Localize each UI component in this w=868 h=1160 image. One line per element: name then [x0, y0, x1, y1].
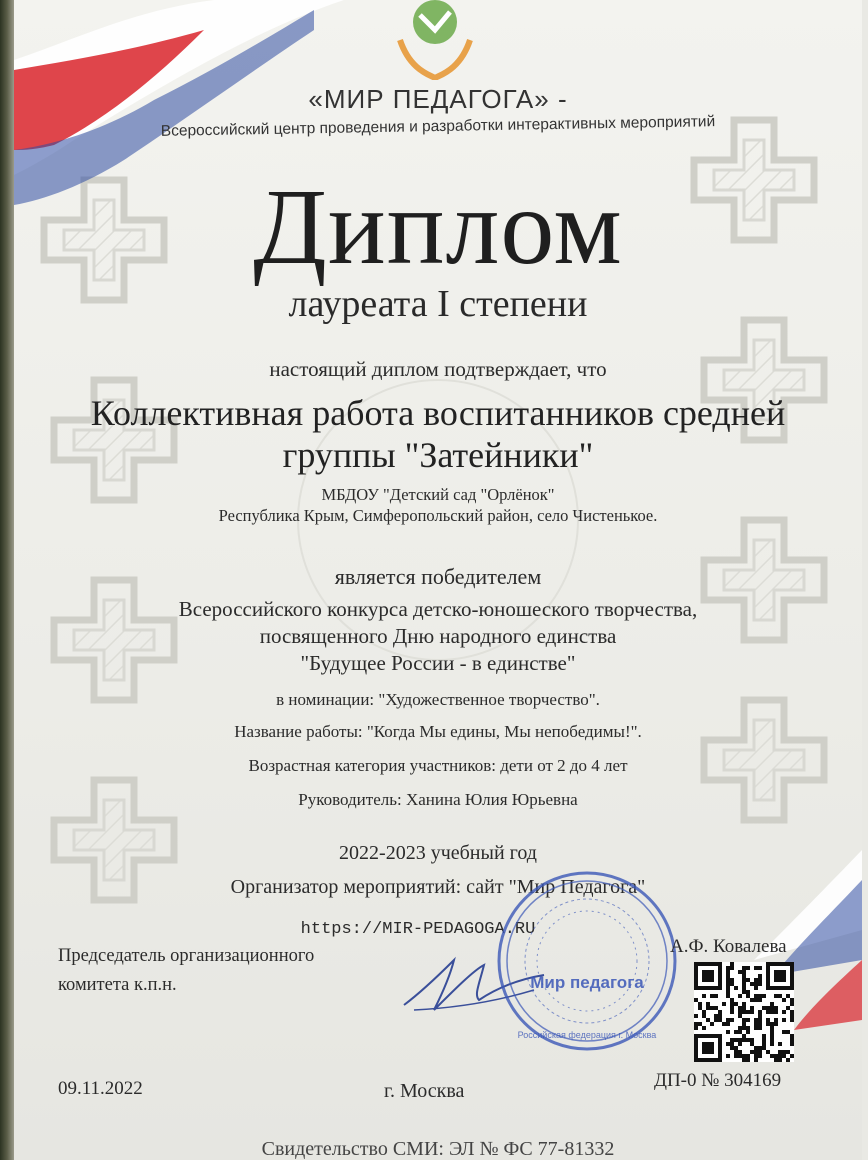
- qr-code: [694, 962, 794, 1062]
- organization: [14, 484, 862, 526]
- organization-line2: Республика Крым, Симферопольский район, село Чистенькое.: [218, 506, 658, 525]
- document-number: ДП-0 № 304169: [654, 1070, 782, 1091]
- website-url: https://MIR-PEDAGOGA.RU: [300, 920, 536, 939]
- issue-city: г. Москва: [384, 1080, 465, 1102]
- contest-line3: "Будущее России - в единстве": [300, 651, 576, 675]
- photo-background-edge: [0, 0, 14, 1160]
- media-registration: Свидетельство СМИ: ЭЛ № ФС 77-81332: [261, 1138, 615, 1160]
- nomination: в номинации: "Художественное творчество".: [276, 690, 600, 709]
- chair-name: А.Ф. Ковалева: [670, 936, 787, 957]
- contest-line2: посвященного Дню народного единства: [259, 624, 617, 648]
- contest-name: [14, 596, 862, 677]
- age-category: Возрастная категория участников: дети от 2 до 4 лет: [248, 756, 628, 775]
- contest-line1: Всероссийского конкурса детско-юношеского творчества,: [178, 597, 698, 621]
- organization-line1: МБДОУ "Детский сад "Орлёнок": [321, 485, 555, 504]
- organizer: Организатор мероприятий: сайт "Мир Педагога": [230, 876, 646, 898]
- mir-pedagoga-logo: [390, 0, 480, 80]
- brand-name: «МИР ПЕДАГОГА» -: [308, 84, 568, 114]
- seal-text: Мир педагога: [530, 973, 644, 992]
- confirm-text: настоящий диплом подтверждает, что: [269, 357, 607, 381]
- recipient-name-line2: группы "Затейники": [282, 435, 594, 475]
- organization-seal: [492, 866, 682, 1056]
- seal-ring-text: Российская федерация г. Москва: [517, 1030, 657, 1040]
- diploma-degree: лауреата I степени: [288, 283, 588, 325]
- school-year: 2022-2023 учебный год: [339, 842, 537, 864]
- diploma-sheet: [14, 0, 862, 1160]
- leader: Руководитель: Ханина Юлия Юрьевна: [298, 790, 578, 809]
- chair-title: [58, 942, 314, 1000]
- winner-label: является победителем: [334, 564, 542, 589]
- brand-subtitle: Всероссийский центр проведения и разработки интерактивных мероприятий: [160, 113, 716, 140]
- work-title: Название работы: "Когда Мы едины, Мы непобедимы!".: [234, 722, 642, 741]
- issue-date: 09.11.2022: [58, 1078, 143, 1099]
- diploma-title: Диплом: [253, 168, 623, 287]
- recipient-name: [14, 392, 862, 476]
- chair-title-line2: комитета к.п.н.: [58, 975, 177, 995]
- chair-title-line1: Председатель организационного: [58, 946, 315, 966]
- recipient-name-line1: Коллективная работа воспитанников средней: [90, 393, 786, 433]
